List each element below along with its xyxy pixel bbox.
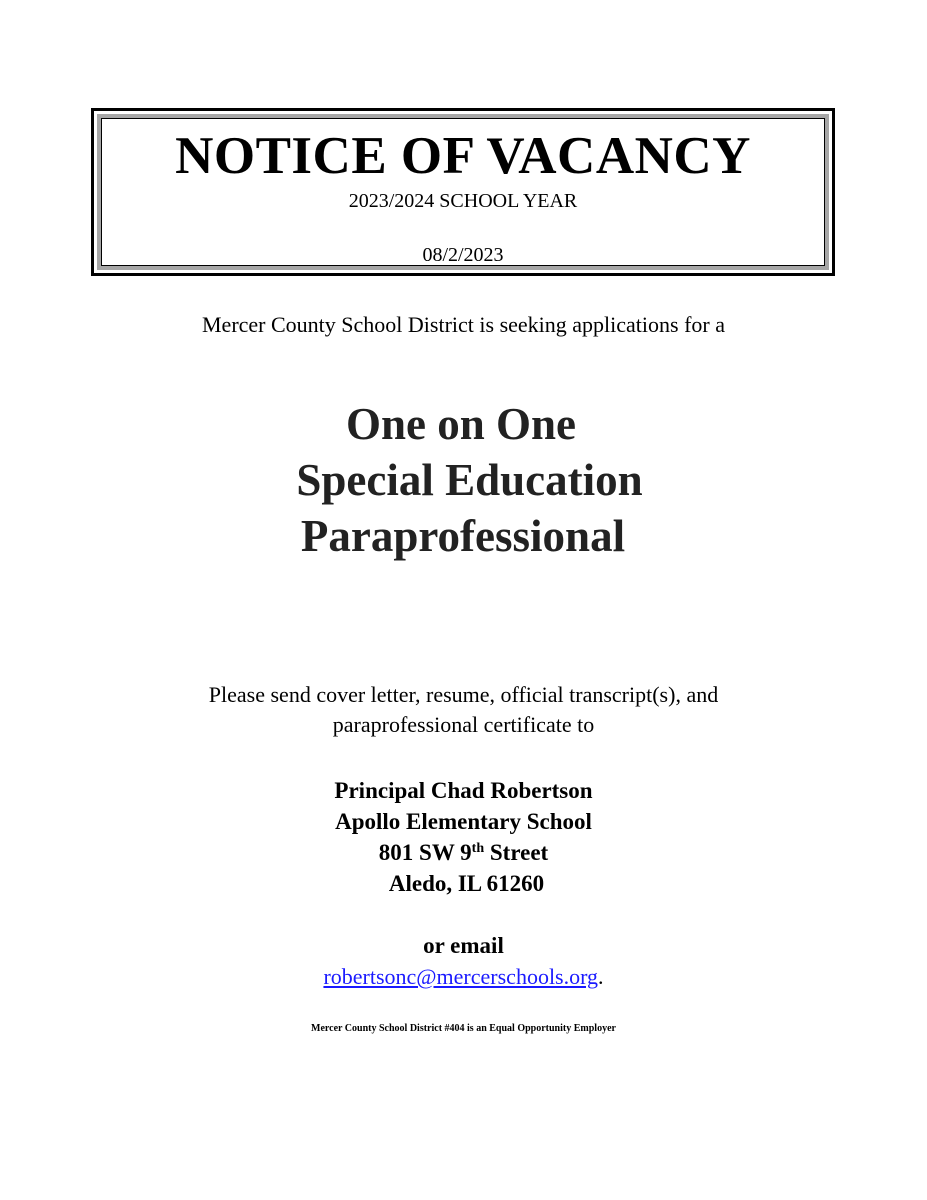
address-street-number: 801 SW 9 [378, 840, 472, 865]
instructions-line-2: paraprofessional certificate to [332, 712, 595, 737]
position-title-line-3: Paraprofessional [300, 511, 626, 561]
address-street-name: Street [484, 840, 549, 865]
address-name: Principal Chad Robertson [334, 778, 593, 803]
intro-text: Mercer County School District is seeking applications for a [202, 312, 725, 337]
or-email-label: or email [423, 933, 504, 958]
school-year: 2023/2024 SCHOOL YEAR [348, 190, 578, 212]
notice-title: NOTICE OF VACANCY [175, 127, 751, 185]
position-title-line-2: Special Education [296, 455, 643, 505]
posting-date: 08/2/2023 [422, 244, 504, 266]
address-street-suffix: th [471, 841, 485, 856]
header-box [91, 108, 835, 276]
equal-opportunity-statement: Mercer County School District #404 is an Equal Opportunity Employer [311, 1023, 616, 1034]
mailing-address [0, 775, 927, 899]
position-title-line-1: One on One [345, 399, 577, 449]
email-trailing-period: . [598, 964, 604, 989]
email-link[interactable]: robertsonc@mercerschools.org [323, 964, 599, 989]
instructions-line-1: Please send cover letter, resume, official transcript(s), and [208, 682, 719, 707]
application-instructions [0, 680, 927, 740]
address-street [0, 837, 927, 868]
address-school: Apollo Elementary School [335, 809, 592, 834]
email-line [0, 962, 927, 992]
position-title [0, 396, 927, 564]
address-city: Aledo, IL 61260 [388, 871, 545, 896]
